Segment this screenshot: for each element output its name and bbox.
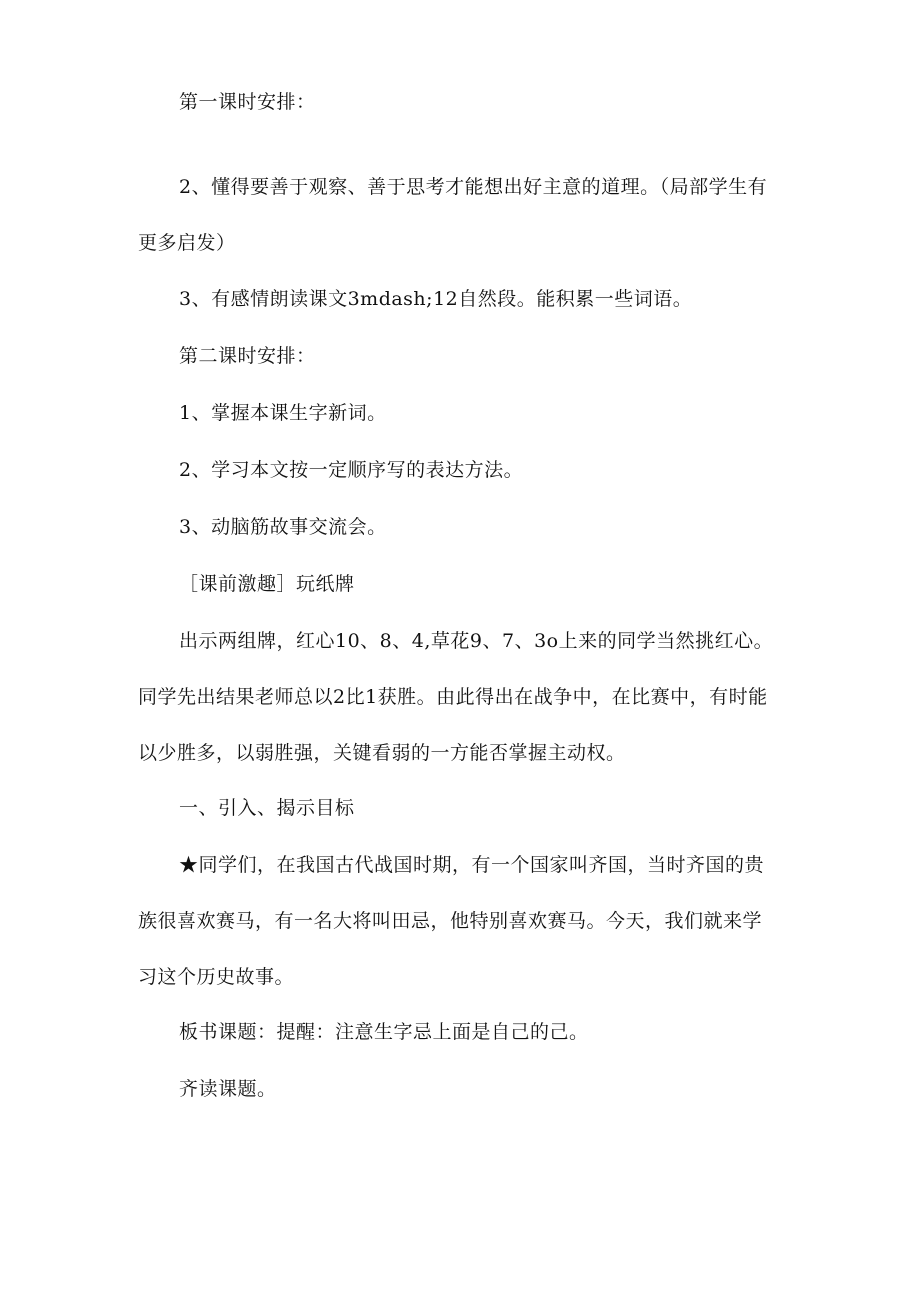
paragraph-read-title: 齐读课题。	[179, 1078, 277, 1100]
paragraph-lesson-two-item-3: 3、动脑筋故事交流会。	[179, 516, 387, 538]
paragraph-lesson-two-plan: 第二课时安排：	[179, 345, 316, 367]
paragraph-introduction: ★同学们，在我国古代战国时期，有一个国家叫齐国，当时齐国的贵族很喜欢赛马，有一名大将叫田忌，他特别喜欢赛马。今天，我们就来学习这个历史故事。	[138, 854, 765, 988]
paragraph-goal-2: 2、懂得要善于观察、善于思考才能想出好主意的道理。（局部学生有更多启发）	[138, 176, 768, 254]
paragraph-warmup-heading: ［课前激趣］玩纸牌	[179, 573, 355, 595]
paragraph-lesson-two-item-1: 1、掌握本课生字新词。	[179, 402, 387, 424]
paragraph-lesson-two-item-2: 2、学习本文按一定顺序写的表达方法。	[179, 459, 524, 481]
paragraph-section-one-heading: 一、引入、揭示目标	[179, 797, 355, 819]
paragraph-goal-3: 3、有感情朗读课文3mdash;12自然段。能积累一些词语。	[179, 288, 693, 310]
paragraph-board-title: 板书课题：提醒：注意生字忌上面是自己的己。	[179, 1021, 589, 1043]
paragraph-lesson-one-plan: 第一课时安排：	[179, 91, 316, 113]
paragraph-card-game: 出示两组牌，红心10、8、4,草花9、7、3o上来的同学当然挑红心。同学先出结果老师总以2比1获胜。由此得出在战争中，在比赛中，有时能以少胜多，以弱胜强，关键看弱的一方能否掌握主动权。	[138, 630, 774, 764]
